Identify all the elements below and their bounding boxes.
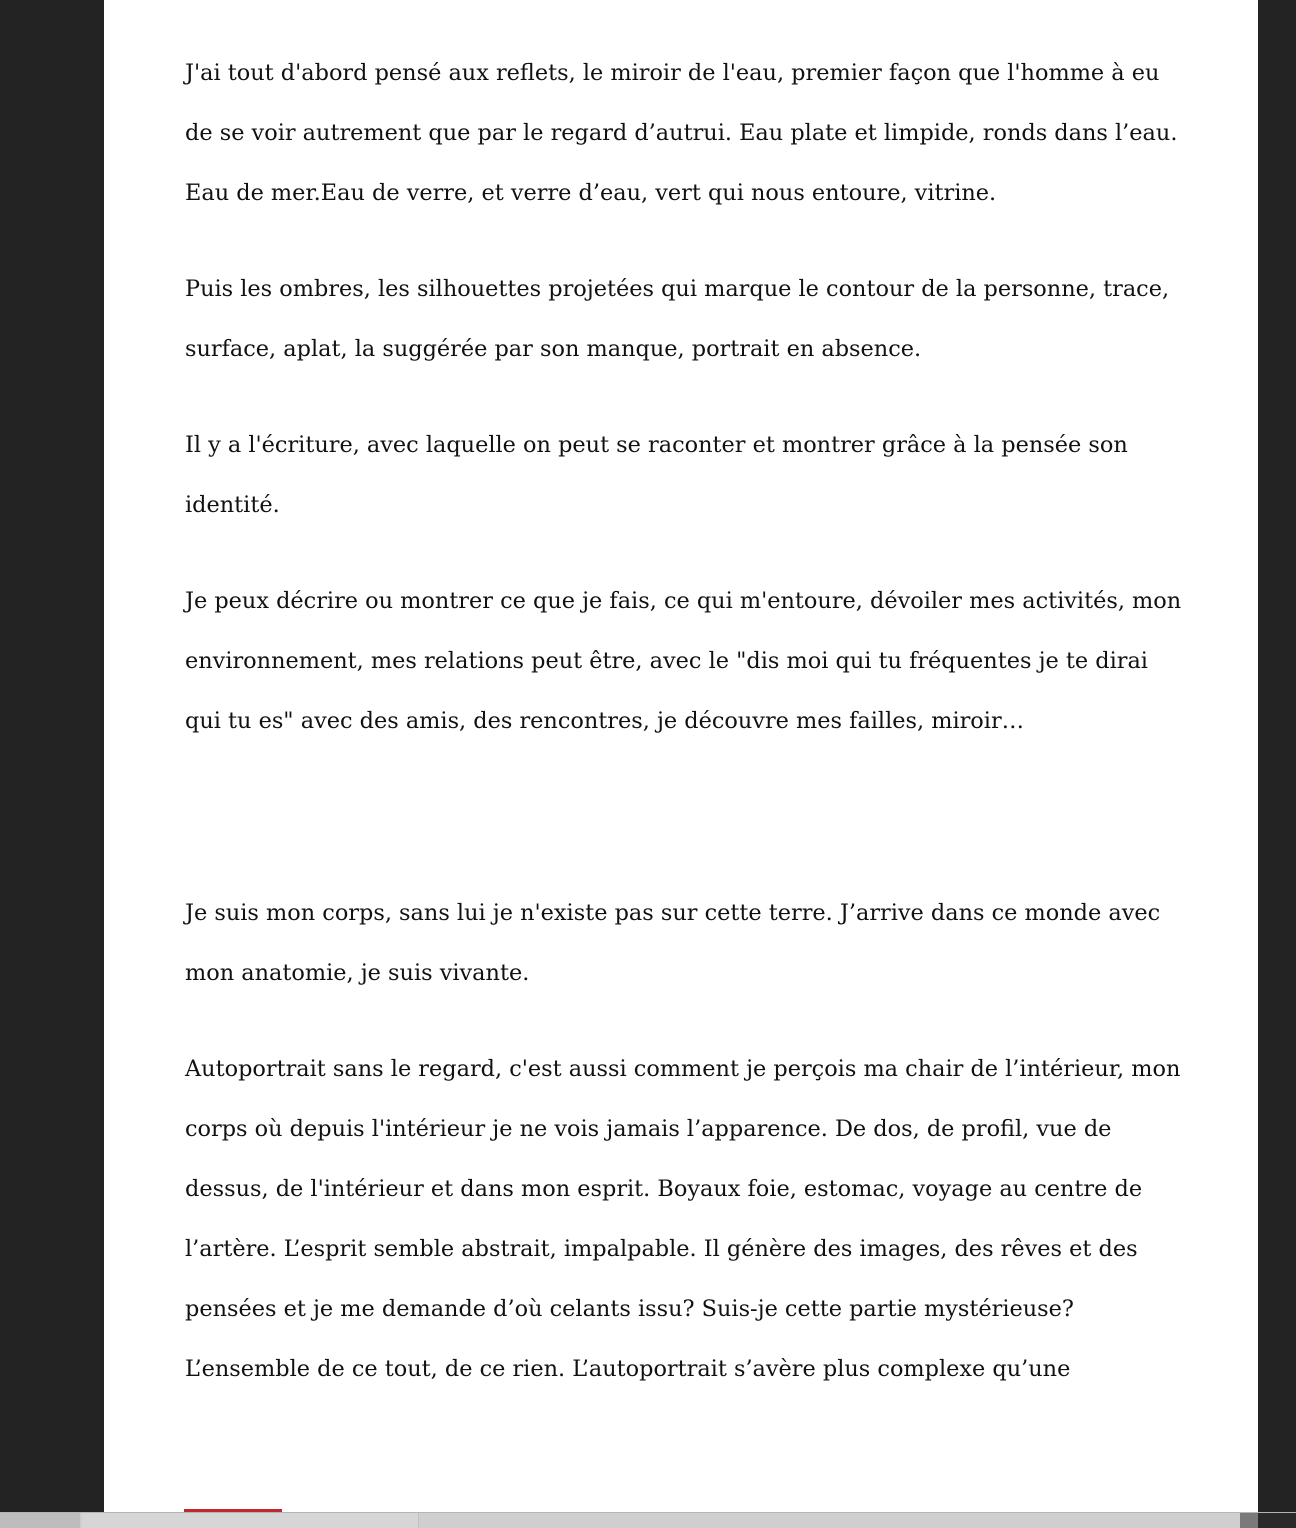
page-position-marker	[184, 1509, 282, 1512]
paragraph-reflets: J'ai tout d'abord pensé aux reflets, le miroir de l'eau, premier façon que l'homme à eu de se voir autrement que par le regard d’autrui. Eau plate et limpide, ronds dans l’eau. Eau de mer.Eau de verre, et verre d’eau, vert qui nous entoure, vitrine.	[185, 60, 1178, 206]
scrollbar-left-segment	[0, 1513, 80, 1528]
paragraph-environnement: Je peux décrire ou montrer ce que je fais, ce qui m'entoure, dévoiler mes activités, mon environnement, mes relations peut être, avec le "dis moi qui tu fréquentes je te dirai qui tu es" avec des amis, des rencontres, je découvre mes failles, miroir…	[185, 588, 1182, 734]
text-column	[185, 43, 1185, 1435]
paragraph-corps: Je suis mon corps, sans lui je n'existe pas sur cette terre. J’arrive dans ce monde avec mon anatomie, je suis vivante.	[185, 900, 1161, 986]
scrollbar-thumb[interactable]	[1240, 1513, 1258, 1528]
document-page[interactable]	[104, 0, 1258, 1512]
paragraph-ombres: Puis les ombres, les silhouettes projetées qui marque le contour de la personne, trace, surface, aplat, la suggérée par son manque, portrait en absence.	[185, 276, 1170, 362]
scrollbar-end	[1258, 1513, 1296, 1528]
paragraph-autoportrait: Autoportrait sans le regard, c'est aussi comment je perçois ma chair de l’intérieur, mon corps où depuis l'intérieur je ne vois jamais l’apparence. De dos, de profil, vue de dessus, de l'intérieur et dans mon esprit. Boyaux foie, estomac, voyage au centre de l’artère. L’esprit semble abstrait, impalpable. Il génère des images, des rêves et des pensées et je me demande d’où celants issu? Suis-je cette partie mystérieuse? L’ensemble de ce tout, de ce rien. L’autoportrait s’avère plus complexe qu’une	[185, 1056, 1181, 1382]
scrollbar-track-segment	[82, 1513, 419, 1528]
horizontal-scrollbar[interactable]	[0, 1512, 1296, 1528]
paragraph-ecriture: Il y a l'écriture, avec laquelle on peut se raconter et montrer grâce à la pensée son identité.	[185, 432, 1128, 518]
